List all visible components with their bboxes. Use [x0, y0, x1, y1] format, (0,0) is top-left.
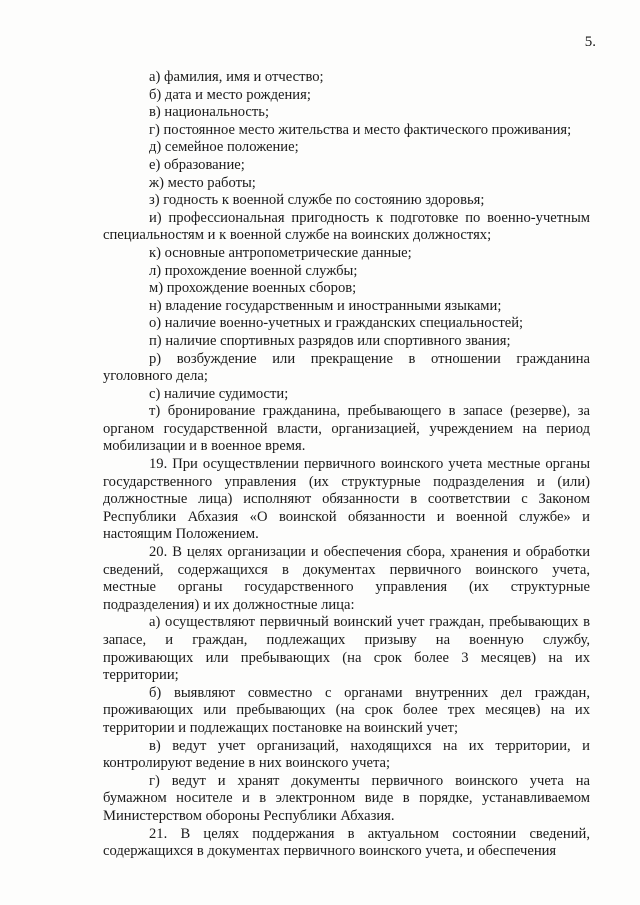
text-line: т) бронирование гражданина, пребывающего в запасе (резерве), за — [149, 403, 590, 420]
text-line: территории и подлежащих постановке на воинский учет; — [103, 719, 459, 736]
text-line: е) образование; — [149, 156, 245, 173]
text-line: 21. В целях поддержания в актуальном состоянии сведений, — [149, 825, 590, 842]
page-number: 5. — [584, 34, 596, 50]
text-line: бумажном носителе и в электронном виде в порядке, устанавливаемом — [103, 790, 590, 807]
text-line: л) прохождение военной службы; — [149, 262, 358, 279]
text-line: контролируют ведение в них воинского учета; — [103, 755, 391, 772]
text-line: государственного управления (их структурные подразделения и (или) — [103, 473, 590, 490]
text-line: р) возбуждение или прекращение в отношении гражданина — [149, 350, 590, 367]
text-line: подразделения) и их должностные лица: — [103, 596, 355, 613]
text-line: территории; — [103, 667, 179, 684]
text-line: г) ведут и хранят документы первичного воинского учета на — [149, 772, 590, 789]
text-line: 20. В целях организации и обеспечения сбора, хранения и обработки — [149, 544, 590, 561]
text-line: содержащихся в документах первичного воинского учета, и обеспечения — [103, 843, 557, 860]
text-line: и) профессиональная пригодность к подготовке по военно-учетным — [149, 209, 590, 226]
text-line: 19. При осуществлении первичного воинского учета местные органы — [149, 456, 590, 473]
text-line: в) национальность; — [149, 104, 269, 121]
text-line: з) годность к военной службе по состоянию здоровья; — [149, 192, 485, 209]
text-line: запасе, и граждан, подлежащих призыву на военную службу, — [103, 632, 590, 648]
text-line: в) ведут учет организаций, находящихся на их территории, и — [149, 737, 590, 754]
text-line: б) дата и место рождения; — [149, 86, 311, 103]
text-line: местные органы государственного управления (их структурные — [103, 579, 590, 596]
text-line: а) осуществляют первичный воинский учет граждан, пребывающих в — [149, 614, 590, 631]
text-line: должностные лица) исполняют обязанности в соответствии с Законом — [103, 491, 590, 508]
text-line: сведений, содержащихся в документах первичного воинского учета, — [103, 561, 590, 578]
text-line: с) наличие судимости; — [149, 385, 289, 402]
text-line: г) постоянное место жительства и место фактического проживания; — [149, 121, 572, 138]
text-line: мобилизации и в военное время. — [103, 438, 306, 455]
text-line: органом государственной власти, организацией, учреждением на период — [103, 420, 590, 437]
text-line: настоящим Положением. — [103, 526, 259, 543]
text-line: проживающих или пребывающих (на срок более трех месяцев) на их — [103, 702, 590, 719]
text-line: о) наличие военно-учетных и гражданских специальностей; — [149, 315, 524, 332]
text-line: а) фамилия, имя и отчество; — [149, 69, 324, 85]
text-line: ж) место работы; — [149, 174, 256, 191]
text-line: к) основные антропометрические данные; — [149, 244, 412, 261]
text-line: проживающих или пребывающих (на срок более 3 месяцев) на их — [103, 649, 590, 666]
text-line: д) семейное положение; — [149, 139, 299, 156]
text-line: м) прохождение военных сборов; — [149, 280, 357, 297]
document-body — [103, 69, 590, 861]
text-line: уголовного дела; — [103, 368, 208, 385]
text-line: специальностям и к военной службе на воинских должностях; — [103, 227, 492, 244]
text-line: п) наличие спортивных разрядов или спортивного звания; — [149, 332, 511, 349]
text-line: Министерством обороны Республики Абхазия. — [103, 807, 395, 824]
text-line: б) выявляют совместно с органами внутренних дел граждан, — [149, 684, 590, 701]
text-line: н) владение государственным и иностранными языками; — [149, 297, 502, 314]
text-line: Республики Абхазия «О воинской обязанности и военной службе» и — [103, 508, 590, 525]
